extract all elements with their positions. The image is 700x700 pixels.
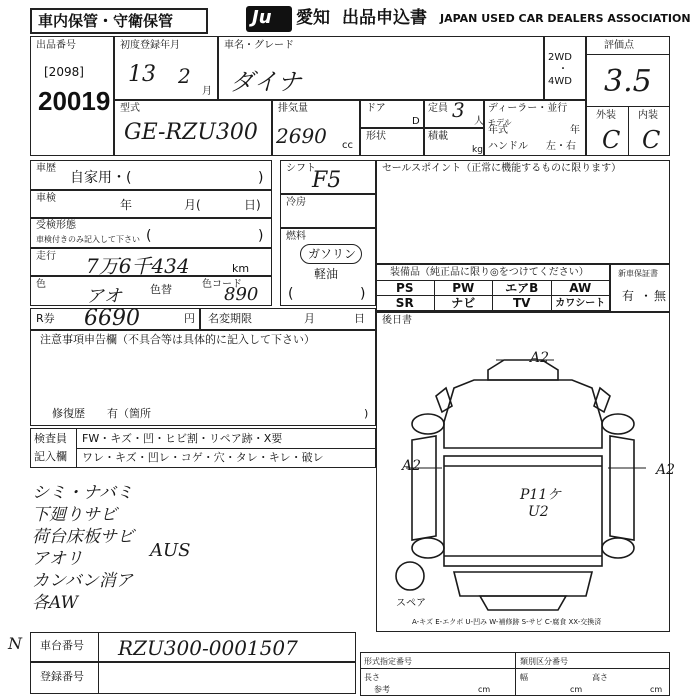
name-change-label: 名変期限 <box>208 312 252 325</box>
remark-line: 各AW <box>32 593 79 613</box>
first-reg-month: 2 <box>178 64 191 88</box>
car-name-label: 車名・グレード <box>224 40 294 51</box>
score-exterior: C <box>602 126 621 154</box>
door-label: ドア <box>366 103 386 114</box>
first-reg-month-unit: 月 <box>202 86 212 97</box>
storage-badge-text: 車内保管・守衛保管 <box>38 12 174 30</box>
later-docs-label: 後日書 <box>382 315 412 326</box>
model-value: GE-RZU300 <box>124 120 258 145</box>
model-label: 型式 <box>120 103 140 114</box>
front-right-wheel-shape <box>602 414 634 434</box>
association-name: JAPAN USED CAR DEALERS ASSOCIATION <box>440 12 691 25</box>
cargo-bed-shape <box>444 456 602 566</box>
spec-height: 高さ <box>592 673 608 682</box>
capacity-label: 定員 <box>428 103 448 114</box>
right-side-panel-shape <box>610 436 634 540</box>
cab-outline-shape <box>444 380 602 448</box>
first-reg-label: 初度登録年月 <box>120 40 180 51</box>
shape-label: 形状 <box>366 131 386 142</box>
remark-line: カンバン消ア <box>32 571 133 591</box>
rear-bumper-shape <box>480 596 566 610</box>
recycle-label: R券 <box>36 312 55 325</box>
rear-left-wheel-shape <box>412 538 444 558</box>
fuel-label: 燃料 <box>286 231 306 242</box>
corner-mark: N <box>8 634 22 653</box>
recycle-value: 6690 <box>84 306 140 331</box>
dealer-label: ディーラー・並行 <box>488 103 568 114</box>
damage-mark-left: A2 <box>402 458 422 474</box>
front-left-wheel-shape <box>412 414 444 434</box>
equipment-item: AW <box>552 281 611 296</box>
shift-value: F5 <box>312 168 342 193</box>
drive-dot: ・ <box>558 64 568 75</box>
registration-label: 登録番号 <box>40 670 84 683</box>
shaken-year: 年 <box>120 198 133 212</box>
notes-label: 注意事項申告欄（不具合等は具体的に記入して下さい） <box>40 333 315 346</box>
equipment-item: SR <box>376 296 435 311</box>
inspector-row-2: ワレ・キズ・凹レ・コゲ・穴・タレ・キレ・破レ <box>82 451 324 464</box>
spec-length: 長さ <box>364 673 380 682</box>
vehicle-diagram <box>376 340 670 620</box>
dealer-model-label: モデル <box>488 118 512 127</box>
fuel-close: ) <box>360 286 366 302</box>
lot-sub-number: [2098] <box>44 65 84 79</box>
color-code-label: 色コード <box>202 279 242 290</box>
right-mirror-shape <box>594 388 610 412</box>
load-label: 積載 <box>428 131 448 142</box>
spec-unit-1: cm <box>478 685 491 694</box>
score-exterior-label: 外装 <box>596 110 616 121</box>
equipment-item: エアB <box>493 281 552 296</box>
remark-line: 下廻りサビ <box>32 505 117 525</box>
inspector-label-2: 記入欄 <box>34 450 67 463</box>
left-side-panel-shape <box>412 436 436 540</box>
color-code: 890 <box>224 284 259 305</box>
equipment-item: PW <box>435 281 494 296</box>
damage-legend: A-キズ E-エクボ U-凹み W-補修跡 S-サビ C-腐食 XX-交換済 <box>412 618 602 626</box>
damage-mark-right: A2 <box>656 462 676 478</box>
remark-line: 荷台床板サビ <box>32 527 134 547</box>
lot-number: 20019 <box>38 86 111 116</box>
displacement-label: 排気量 <box>278 103 308 114</box>
score-value: 3.5 <box>604 64 652 99</box>
capacity-unit: 人 <box>474 116 484 127</box>
rear-right-wheel-shape <box>602 538 634 558</box>
color-change-label: 色替 <box>150 283 172 296</box>
equipment-item: ナビ <box>435 296 494 311</box>
org-name: 愛知 <box>296 8 330 28</box>
history-box <box>30 160 272 190</box>
equipment-item: PS <box>376 281 435 296</box>
shaken-month: 月( <box>184 198 201 212</box>
score-label: 評価点 <box>604 40 634 51</box>
dealer-year-unit: 年 <box>570 125 580 136</box>
spare-tire-shape <box>396 562 424 590</box>
mileage-label: 走行 <box>36 251 56 262</box>
fuel-diesel: 軽油 <box>314 267 339 281</box>
name-change-day: 日 <box>354 312 365 325</box>
remarks-note: AUS <box>150 540 191 561</box>
form-title: 出品申込書 <box>342 8 427 28</box>
sales-point-box <box>376 160 670 264</box>
first-reg-year: 13 <box>128 62 156 87</box>
rear-gate-shape <box>454 572 592 596</box>
warranty-yes: 有 <box>622 289 635 303</box>
fuel-gasoline: ガソリン <box>308 247 357 261</box>
reception-open: ( <box>146 228 152 244</box>
equipment-item: TV <box>493 296 552 311</box>
mileage-unit: km <box>232 262 250 275</box>
shaken-box <box>30 190 272 218</box>
chassis-value: RZU300-0001507 <box>118 636 298 660</box>
dealer-handle-options: 左・右 <box>546 141 576 152</box>
displacement-unit: cc <box>342 140 353 151</box>
equipment-item: カワシート <box>552 296 611 311</box>
color-value: アオ <box>86 286 122 307</box>
repair-history: 修復歴 有（箇所 <box>52 407 151 420</box>
equipment-label: 装備品（純正品に限り◎をつけてください） <box>390 267 589 278</box>
color-label: 色 <box>36 279 46 290</box>
spec-ref: 参考 <box>374 685 390 694</box>
fuel-open: ( <box>288 286 294 302</box>
score-interior: C <box>642 126 661 154</box>
warranty-label: 新車保証書 <box>618 269 658 278</box>
spec-title-left: 形式指定番号 <box>364 657 412 666</box>
reception-label: 受検形態 <box>36 220 76 231</box>
history-label: 車歴 <box>36 163 56 174</box>
displacement-value: 2690 <box>276 124 327 148</box>
dealer-handle-label: ハンドル <box>488 141 528 152</box>
shift-label: シフト <box>286 163 316 174</box>
damage-mark-bed-2: U2 <box>528 504 549 520</box>
left-mirror-shape <box>436 388 452 412</box>
chassis-label: 車台番号 <box>40 639 84 652</box>
drive-2wd: 2WD <box>548 52 572 63</box>
history-close: ) <box>258 170 264 186</box>
ju-logo-text: Ju <box>252 7 272 28</box>
mileage-value: 7万6千434 <box>86 254 190 278</box>
repair-history-close: ) <box>364 407 369 420</box>
spec-width: 幅 <box>520 673 528 682</box>
recycle-unit: 円 <box>184 312 195 325</box>
damage-mark-front: A2 <box>530 350 550 366</box>
drive-4wd: 4WD <box>548 76 572 87</box>
ac-label: 冷房 <box>286 197 306 208</box>
damage-mark-bed-1: P11ケ <box>520 487 562 503</box>
inspector-label-1: 検査員 <box>34 432 67 445</box>
spec-unit-2: cm <box>570 685 583 694</box>
capacity-value: 3 <box>452 98 465 122</box>
score-interior-label: 内装 <box>638 110 658 121</box>
spare-label: スペア <box>396 598 426 609</box>
car-name-value: ダイナ <box>230 68 302 96</box>
reception-close: ) <box>258 228 264 244</box>
history-value: 自家用・( <box>70 170 132 186</box>
name-change-month: 月 <box>304 312 315 325</box>
lot-label: 出品番号 <box>36 40 76 51</box>
shaken-day: 日) <box>244 198 261 212</box>
warranty-dot: ・ <box>640 289 653 303</box>
sales-point-label: セールスポイント（正常に機能するものに限ります） <box>382 163 622 174</box>
warranty-no: 無 <box>654 289 667 303</box>
inspector-row-1: FW・キズ・凹・ヒビ割・リペア跡・X要 <box>82 432 283 445</box>
reception-note: 車検付きのみ記入して下さい <box>36 235 140 244</box>
spec-title-right: 類別区分番号 <box>520 657 568 666</box>
load-unit: kg <box>472 145 483 155</box>
door-unit: D <box>412 116 420 127</box>
shaken-label: 車検 <box>36 193 56 204</box>
remark-line: シミ・ナバミ <box>32 483 133 503</box>
dealer-year-label: 年式 <box>488 125 508 136</box>
spec-unit-3: cm <box>650 685 663 694</box>
remark-line: アオリ <box>32 549 83 569</box>
